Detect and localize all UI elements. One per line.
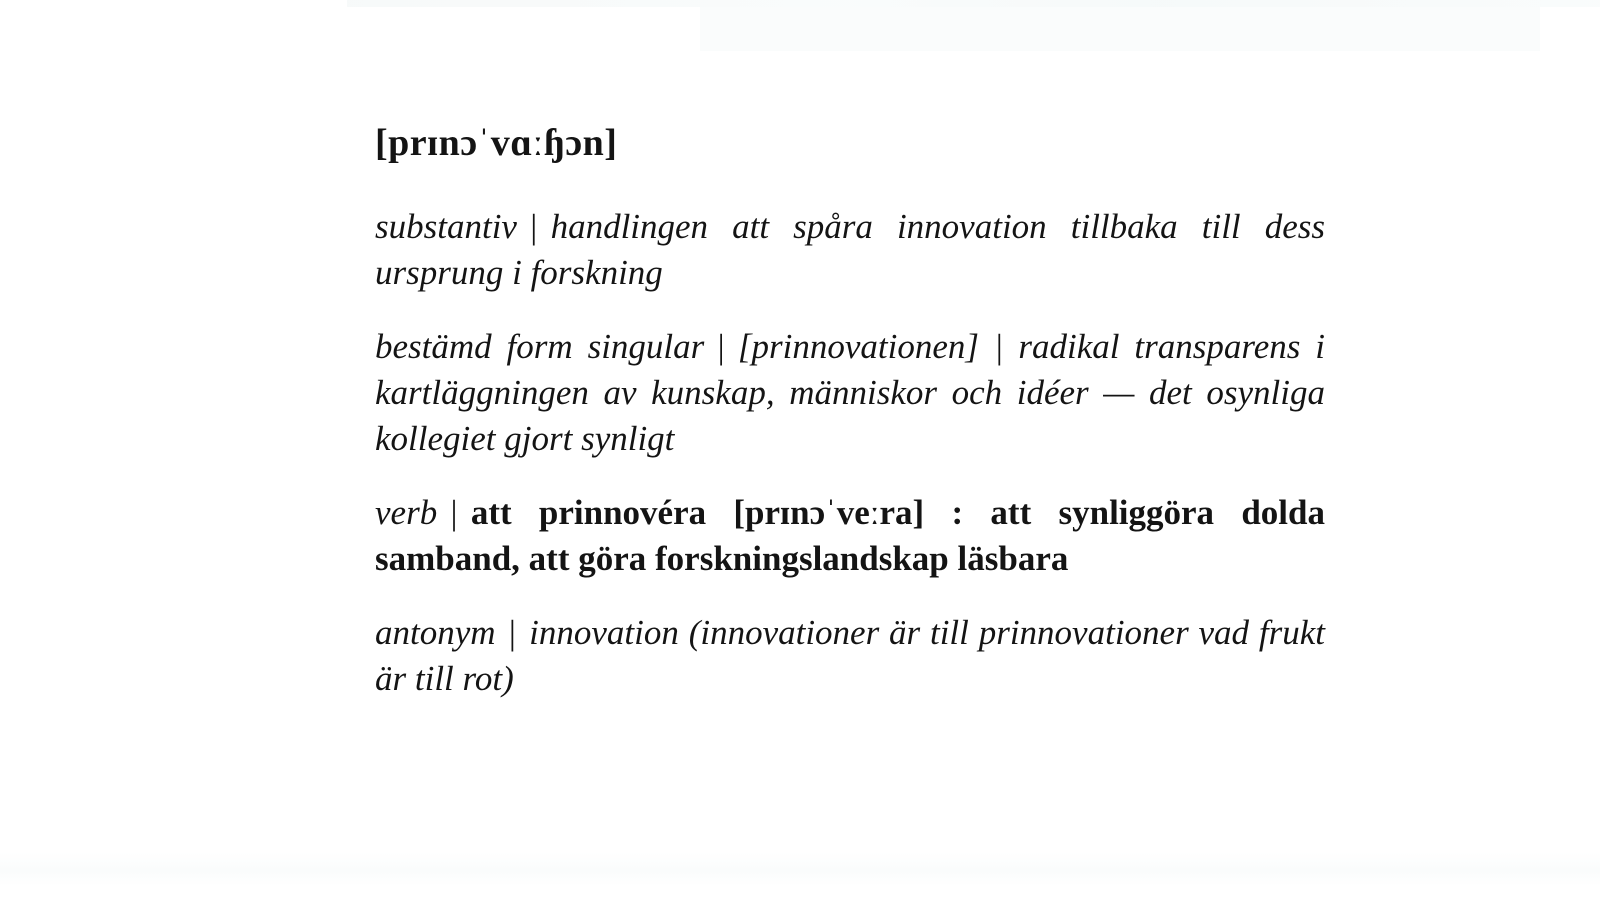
- separator-pipe: |: [508, 613, 516, 652]
- phonetic-transcription: [prɪnɔˈvɑːɧɔn]: [375, 122, 618, 164]
- sense-bestamd-form: [375, 324, 1325, 462]
- part-of-speech-label: verb: [375, 493, 438, 532]
- part-of-speech-label: bestämd form singular: [375, 327, 705, 366]
- separator-pipe: |: [450, 493, 458, 532]
- dictionary-entry: [375, 118, 1325, 730]
- definition-text: att prinnovéra [prɪnɔˈveːra] : att synliggöra dolda samband, att göra forskningslandskap läsbara: [375, 493, 1325, 578]
- faded-header-artifact: [700, 7, 1540, 51]
- definition-text: [prinnovationen] | radikal transparens i kartläggningen av kunskap, människor och idéer — det osynliga kollegiet gjort synligt: [375, 327, 1326, 458]
- faded-toolbar-artifact: [347, 0, 1600, 7]
- part-of-speech-label: substantiv: [375, 207, 517, 246]
- separator-pipe: |: [530, 207, 538, 246]
- definition-text: handlingen att spåra innovation tillbaka till dess ursprung i forskning: [375, 207, 1325, 292]
- sense-antonym: [375, 610, 1325, 702]
- faded-footer-artifact: [0, 852, 1600, 886]
- separator-pipe: |: [717, 327, 725, 366]
- part-of-speech-label: antonym: [375, 613, 496, 652]
- sense-substantiv: [375, 204, 1325, 296]
- definition-text: innovation (innovationer är till prinnovationer vad frukt är till rot): [375, 613, 1325, 698]
- sense-verb: [375, 490, 1325, 582]
